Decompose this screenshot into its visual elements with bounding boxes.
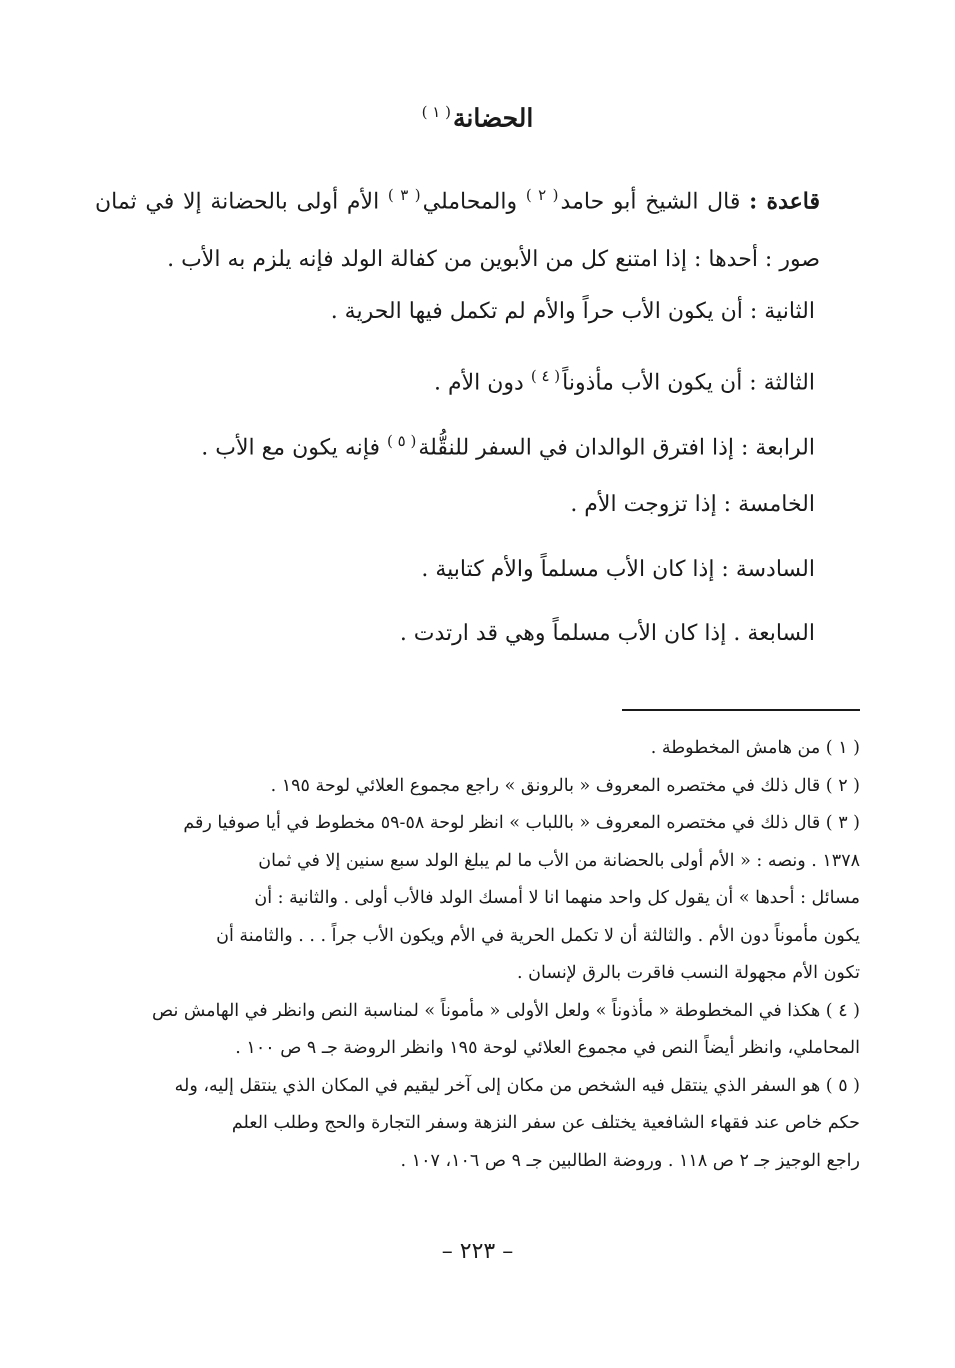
footnote-5-line-3: راجع الوجيز جـ ٢ ص ١١٨ . وروضة الطالبين جـ ٩ ص ١٠٦، ١٠٧ . — [400, 1150, 860, 1171]
intro-lead: قاعدة : — [749, 188, 820, 215]
item-third-text: الثالثة : أن يكون الأب مأذوناً — [562, 370, 815, 396]
footnote-5-line-2: حكم خاص عند فقهاء الشافعية يختلف عن سفر النزهة وسفر التجارة والحج وطلب العلم — [231, 1113, 860, 1133]
footnote-ref-4: ( ٤ ) — [530, 367, 561, 385]
item-third-tail: دون الأم . — [434, 370, 524, 396]
item-seventh: السابعة . إذا كان الأب مسلماً وهي قد ارتدت . — [399, 621, 815, 646]
footnote-separator — [622, 709, 860, 711]
item-fourth-tail: فإنه يكون مع الأب . — [201, 435, 381, 461]
intro-part2: والمحاملي — [422, 189, 518, 215]
footnote-1: ( ١ ) من هامش المخطوطة . — [650, 738, 860, 758]
item-third — [115, 356, 815, 403]
item-sixth: السادسة : إذا كان الأب مسلماً والأم كتابية . — [421, 557, 815, 582]
item-fourth — [115, 421, 815, 468]
footnote-ref-2: ( ٢ ) — [525, 186, 559, 204]
item-second: الثانية : أن يكون الأب حراً والأم لم تكمل فيها الحرية . — [330, 299, 815, 324]
item-fourth-text: الرابعة : إذا افترق الوالدان في السفر للنقُّلة — [418, 435, 815, 461]
footnote-3-line-5: تكون الأم مجهولة النسب فاقرت بالرق لإنسان . — [517, 963, 860, 983]
footnote-ref-5: ( ٥ ) — [387, 432, 417, 450]
title-footnote-ref: ( ١ ) — [421, 103, 451, 121]
footnote-3-line-3: مسائل : أحدها » أن يقول كل واحد منهما انا لا أمسك الولد فالأب أولى . والثانية : أن — [254, 888, 860, 908]
footnote-2: ( ٢ ) قال ذلك في مختصره المعروف « بالرونق » راجع مجموع العلائي لوحة ١٩٥ . — [270, 775, 860, 796]
footnote-4-line-1: ( ٤ ) هكذا في المخطوطة « مأذوناً » ولعل الأولى « مأموناً » لمناسبة النص وانظر في الهامش نص — [152, 1000, 860, 1021]
footnote-5-line-1: ( ٥ ) هو السفر الذي ينتقل فيه الشخص من مكان إلى آخر ليقيم في المكان الذي ينتقل إليه، وله — [174, 1075, 860, 1096]
footnote-3-line-1: ( ٣ ) قال ذلك في مختصره المعروف « باللباب » انظر لوحة ٥٨-٥٩ مخطوط في أيا صوفيا رقم — [183, 813, 860, 833]
intro-part1: قال الشيخ أبو حامد — [560, 189, 741, 215]
footnote-3-line-4: يكون مأموناً دون الأم . والثالثة أن لا تكمل الحرية في الأم ويكون الأب جراً . . . والثامنة أن — [216, 925, 860, 946]
footnote-3-line-2: ١٣٧٨ . ونصه : « الأم أولى بالحضانة من الأب ما لم يبلغ الولد سبع سنين إلا في ثمان — [258, 850, 860, 871]
page-number: – ٢٢٣ – — [441, 1239, 514, 1264]
footnotes — [135, 730, 860, 1180]
title-text: الحضانة — [452, 103, 534, 133]
intro-part3: الأم أولى بالحضانة إلا في ثمان صور : أحدها : إذا امتنع كل من الأبوين من كفالة الولد فإنه يلزم به الأب . — [95, 189, 820, 273]
footnote-ref-3: ( ٣ ) — [387, 186, 421, 204]
item-fifth: الخامسة : إذا تزوجت الأم . — [570, 492, 815, 517]
footnote-4-line-2: المحاملي، وانظر أيضاً النص في مجموع العلائي لوحة ١٩٥ وانظر الروضة جـ ٩ ص ١٠٠ . — [235, 1038, 860, 1058]
page-title — [0, 92, 955, 138]
intro-paragraph — [95, 166, 820, 289]
